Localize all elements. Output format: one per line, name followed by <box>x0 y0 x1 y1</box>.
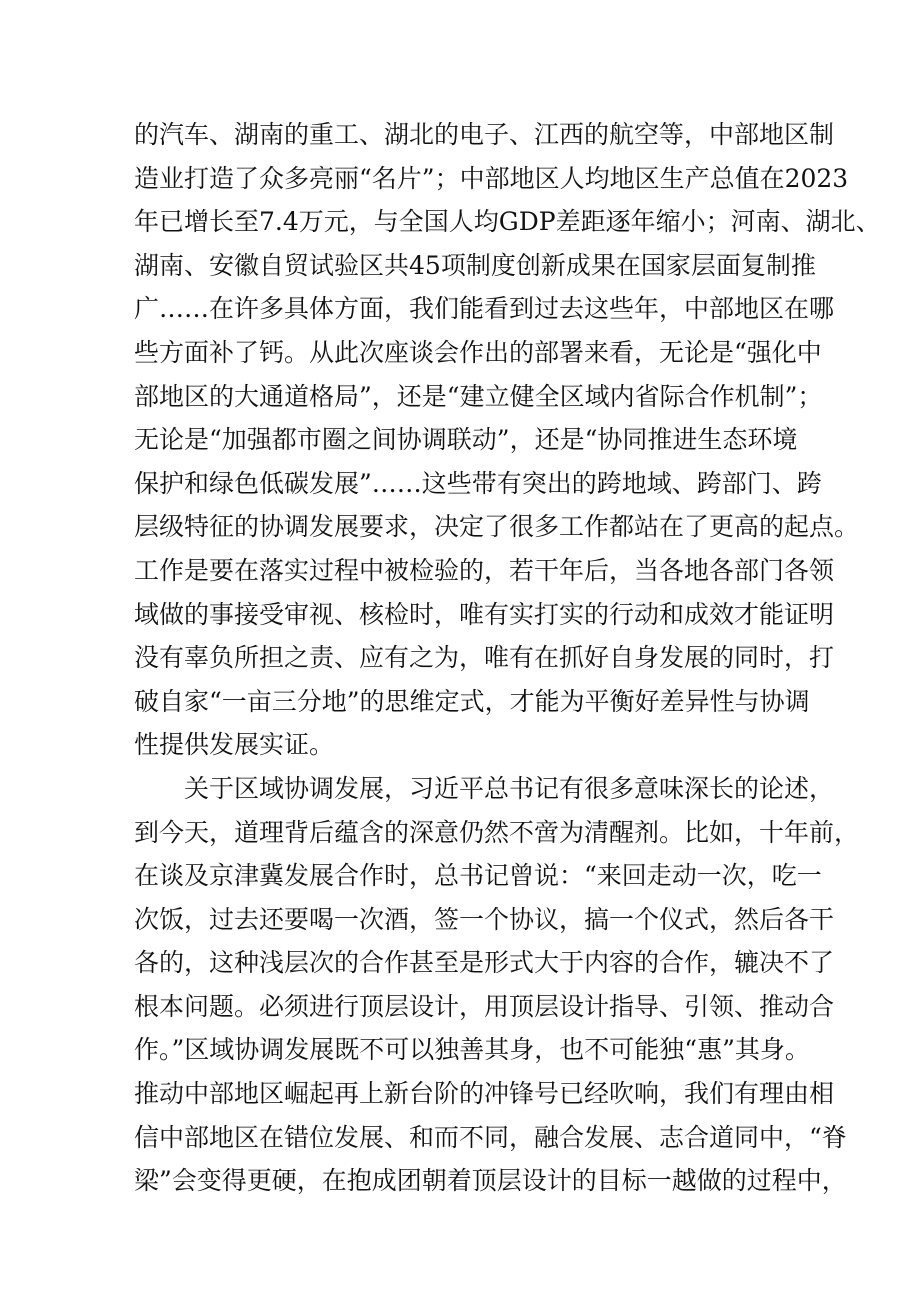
text-line: 湖南、安徽自贸试验区共45项制度创新成果在国家层面复制推 <box>134 250 816 280</box>
text-line: 工作是要在落实过程中被检验的，若干年后，当各地各部门各领 <box>134 555 835 585</box>
text-line: 部地区的大通道格局”，还是“建立健全区域内省际合作机制”； <box>134 381 823 411</box>
text-line: 作。”区域协调发展既不可以独善其身，也不可能独“惠”其身。 <box>134 1035 810 1065</box>
text-line: 年已增长至7.4万元，与全国人均GDP差距逐年缩小；河南、湖北、 <box>134 207 881 237</box>
text-line: 无论是“加强都市圈之间协调联动”，还是“协同推进生态环境 <box>134 425 798 455</box>
article-body <box>134 113 881 1203</box>
text-line: 次饭，过去还要喝一次酒，签一个协议，搞一个仪式，然后各干 <box>134 904 835 934</box>
text-line: 信中部地区在错位发展、和而不同，融合发展、志合道同中，“脊 <box>134 1122 847 1152</box>
text-line: 造业打造了众多亮丽“名片”；中部地区人均地区生产总值在2023 <box>134 163 849 193</box>
text-line: 各的，这种浅层次的合作甚至是形式大于内容的合作，辘决不了 <box>134 948 835 978</box>
text-line: 破自家“一亩三分地”的思维定式，才能为平衡好差异性与协调 <box>134 686 810 716</box>
text-line: 层级特征的协调发展要求，决定了很多工作都站在了更高的起点。 <box>134 512 860 542</box>
paragraph-start-line: 关于区域协调发展，习近平总书记有很多意味深长的论述， <box>184 773 835 803</box>
text-line: 域做的事接受审视、核检时，唯有实打实的行动和成效才能证明 <box>134 599 835 629</box>
text-line: 的汽车、湖南的重工、湖北的电子、江西的航空等，中部地区制 <box>134 120 835 149</box>
text-line: 性提供发展实证。 <box>134 730 335 760</box>
text-line: 保护和绿色低碳发展”……这些带有突出的跨地域、跨部门、跨 <box>134 468 822 498</box>
text-line: 根本问题。必须进行顶层设计，用顶层设计指导、引领、推动合 <box>134 991 835 1021</box>
text-line: 没有辜负所担之责、应有之为，唯有在抓好自身发展的同时，打 <box>134 643 835 673</box>
text-line: 些方面补了钙。从此次座谈会作出的部署来看，无论是“强化中 <box>134 337 822 367</box>
text-line: 在谈及京津冀发展合作时，总书记曾说：“来回走动一次，吃一 <box>134 861 822 891</box>
text-line: 广……在许多具体方面，我们能看到过去这些年，中部地区在哪 <box>134 294 835 324</box>
text-line: 推动中部地区崛起再上新台阶的冲锋号已经吹响，我们有理由相 <box>134 1079 835 1109</box>
text-line: 到今天，道理背后蕴含的深意仍然不啻为清醒剂。比如，十年前， <box>134 817 860 847</box>
text-line: 梁”会变得更硬，在抱成团朝着顶层设计的目标一越做的过程中， <box>134 1166 847 1196</box>
